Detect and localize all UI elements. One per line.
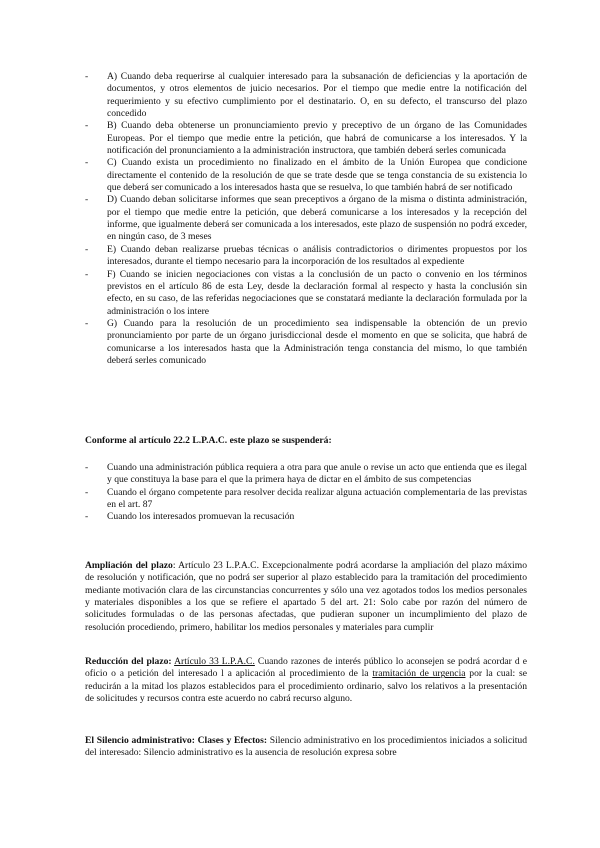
list-item	[85, 244, 527, 269]
dash-bullet: -	[85, 511, 89, 523]
silencio-text: Silencio administrativo en los procedimientos iniciados a solicitud del interesado: Silencio administrativo es la ausencia de resolución expresa sobre	[85, 735, 528, 759]
dash-bullet: -	[85, 157, 89, 169]
silencio-title: El Silencio administrativo: Clases y Efectos:	[85, 735, 268, 746]
ampliacion-text: : Artículo 23 L.P.A.C. Excepcionalmente podrá acordarse la ampliación del plazo máximo de resolución y notificación, que no podrá ser superior al plazo establecido para la tramitación del procedimiento mediante motivación clara de las circunstancias concurrentes y sólo una vez agotados todos los medios personales y materiales disponibles a los que se refiere el apartado 5 del art. 21: Solo cabe por razón del número de solicitudes formuladas o de las personas afectadas, que pudieran suponer un incumplimiento del plazo de resolución procediendo, primero, habilitar los medios personales y materiales para cumplir	[85, 560, 527, 633]
dash-bullet: -	[85, 462, 89, 473]
list-item-text: E) Cuando deban realizarse pruebas técnicas o análisis contradictorios o dirimentes propuestos por los interesados, durante el tiempo necesario para la incorporación de los resultados al expediente	[107, 243, 527, 268]
suspension-article-list	[85, 462, 527, 524]
dash-bullet: -	[85, 243, 89, 255]
reduccion-text-2: por la cual: se reducirán a la mitad los plazos establecidos para el procedimiento ordinario, salvo los relativos a la presentación de solicitudes y recursos contra este acuerdo no cabrá recurso alguno.	[85, 668, 527, 705]
silencio-paragraph	[85, 735, 527, 760]
list-item-text: F) Cuando se inicien negociaciones con vistas a la conclusión de un pacto o convenio en los términos previstos en el artículo 86 de esta Ley, desde la declaración formal al respecto y hasta la conclusión sin efecto, en su caso, de las referidas negociaciones que se constatará mediante la declaración formulada por la administración o los intere	[107, 268, 527, 317]
reduccion-text-1: Cuando razones de interés público lo aconsejen se podrá acordar d e oficio o a petición del interesado l a aplicación al procedimiento de la	[85, 656, 527, 680]
list-item-text: G) Cuando para la resolución de un procedimiento sea indispensable la obtención de un previo pronunciamiento por parte de un órgano jurisdiccional desde el momento en que se solicita, que habrá de comunicarse a los interesados hasta que la Administración tenga constancia del mismo, lo que también deberá serles comunicado	[107, 317, 527, 366]
list-item-text: Cuando los interesados promuevan la recusación	[107, 511, 295, 523]
list-item-text: A) Cuando deba requerirse al cualquier interesado para la subsanación de deficiencias y la aportación de documentos, y otros elementos de juicio necesarios. Por el tiempo que medie entre la notificación del requerimiento y su efectivo cumplimiento por el destinatario. O, en su defecto, el transcurso del plazo concedido	[107, 71, 527, 120]
list-item	[85, 71, 527, 120]
tramitacion-urgencia-link[interactable]: tramitación de urgencia	[372, 668, 466, 680]
list-item	[85, 157, 527, 194]
list-item-text: B) Cuando deba obtenerse un pronunciamiento previo y preceptivo de un órgano de las Comunidades Europeas. Por el tiempo que medie entre la petición, que habrá de comunicarse a los interesados. Y la notificación del pronunciamiento a la administración instructora, que también deberá serles comunicada	[107, 120, 527, 157]
dash-bullet: -	[85, 486, 89, 498]
list-item-text: C) Cuando exista un procedimiento no finalizado en el ámbito de la Unión Europea que condicione directamente el contenido de la resolución de que se trate desde que se tenga constancia de su existencia lo que deberá ser comunicado a los interesados hasta que se resuelva, lo que también habrá de ser notificado	[107, 157, 527, 194]
reduccion-title: Reducción del plazo:	[85, 656, 172, 667]
dash-bullet: -	[85, 120, 89, 132]
suspension-cases-list	[85, 71, 527, 367]
dash-bullet: -	[85, 71, 89, 82]
ampliacion-title: Ampliación del plazo	[85, 560, 173, 571]
list-item	[85, 318, 527, 367]
list-item	[85, 120, 527, 157]
dash-bullet: -	[85, 268, 89, 280]
list-item-text: Cuando una administración pública requiera a otra para que anule o revise un acto que entienda que es ilegal y que constituya la base para el que la primera haya de dictar en el ámbito de sus competencias	[107, 462, 527, 486]
suspension-heading: Conforme al artículo 22.2 L.P.A.C. este plazo se suspenderá:	[85, 435, 332, 446]
list-item	[85, 462, 527, 487]
ampliacion-paragraph	[85, 560, 527, 634]
reduccion-article-link[interactable]: Artículo 33 L.P.A.C.	[174, 656, 255, 667]
list-item	[85, 194, 527, 243]
list-item-text: Cuando el órgano competente para resolver decida realizar alguna actuación complementaria de las previstas en el art. 87	[107, 486, 527, 511]
dash-bullet: -	[85, 194, 89, 206]
reduccion-paragraph	[85, 656, 527, 705]
list-item	[85, 487, 527, 512]
list-item-text: D) Cuando deban solicitarse informes que sean preceptivos a órgano de la misma o distinta administración, por el tiempo que medie entre la petición, que deberá comunicarse a los interesados y la recepción del informe, que igualmente deberá ser comunicada a los interesados, este plazo de suspensión no podrá exceder, en ningún caso, de 3 meses	[107, 194, 527, 243]
dash-bullet: -	[85, 317, 89, 329]
list-item	[85, 511, 527, 523]
list-item	[85, 269, 527, 318]
